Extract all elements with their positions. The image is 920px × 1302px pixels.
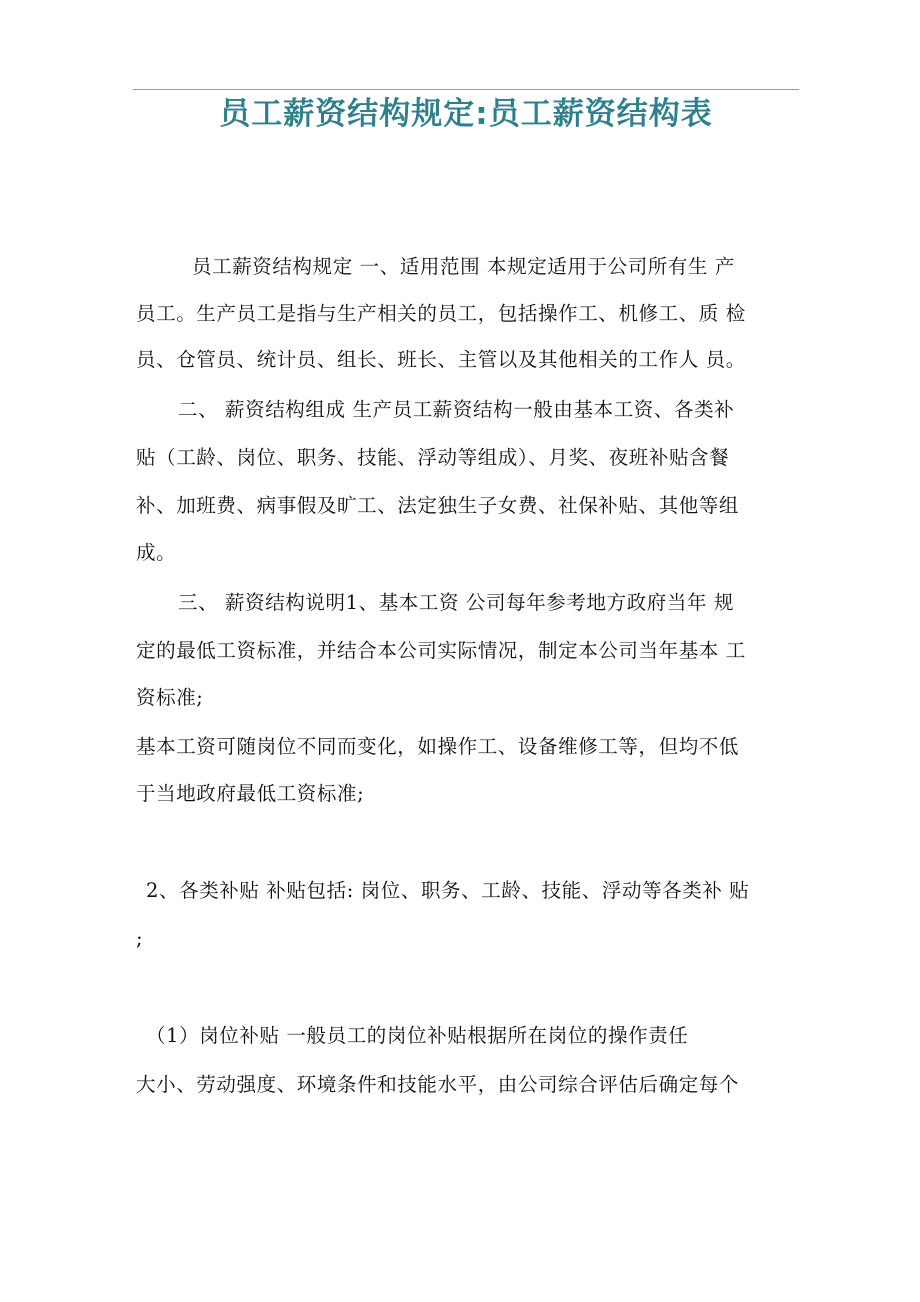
paragraph-line: 定的最低工资标准，并结合本公司实际情况，制定本公司当年基本 工 [136, 639, 746, 662]
paragraph-line: 大小、劳动强度、环境条件和技能水平，由公司综合评估后确定每个 [136, 1073, 740, 1096]
paragraph-line: 基本工资可随岗位不同而变化，如操作工、设备维修工等，但均不低 [136, 735, 740, 758]
paragraph-line: 贴（工龄、岗位、职务、技能、浮动等组成）、月奖、夜班补贴含餐 [136, 446, 730, 469]
paragraph-line: 员工薪资结构规定 一、适用范围 本规定适用于公司所有生 产 [192, 255, 735, 278]
header-rule [133, 89, 799, 90]
paragraph-line: 补、加班费、病事假及旷工、法定独生子女费、社保补贴、其他等组 [136, 494, 740, 517]
paragraph-line: 资标准; [136, 686, 204, 709]
paragraph-line: 于当地政府最低工资标准; [136, 782, 365, 805]
paragraph-line: 成。 [136, 541, 177, 564]
paragraph-line: 2、各类补贴 补贴包括: 岗位、职务、工龄、技能、浮动等各类补 贴 [146, 879, 750, 902]
paragraph-line: （1）岗位补贴 一般员工的岗位补贴根据所在岗位的操作责任 [146, 1024, 689, 1047]
paragraph-line: 员、仓管员、统计员、组长、班长、主管以及其他相关的工作人 员。 [136, 348, 746, 371]
document-title: 员工薪资结构规定:员工薪资结构表 [219, 96, 713, 132]
paragraph-line: 员工。生产员工是指与生产相关的员工，包括操作工、机修工、质 检 [136, 302, 746, 325]
paragraph-line: ; [136, 927, 144, 950]
paragraph-line: 二、 薪资结构组成 生产员工薪资结构一般由基本工资、各类补 [178, 398, 735, 421]
paragraph-line: 三、 薪资结构说明1、基本工资 公司每年参考地方政府当年 规 [178, 591, 735, 614]
